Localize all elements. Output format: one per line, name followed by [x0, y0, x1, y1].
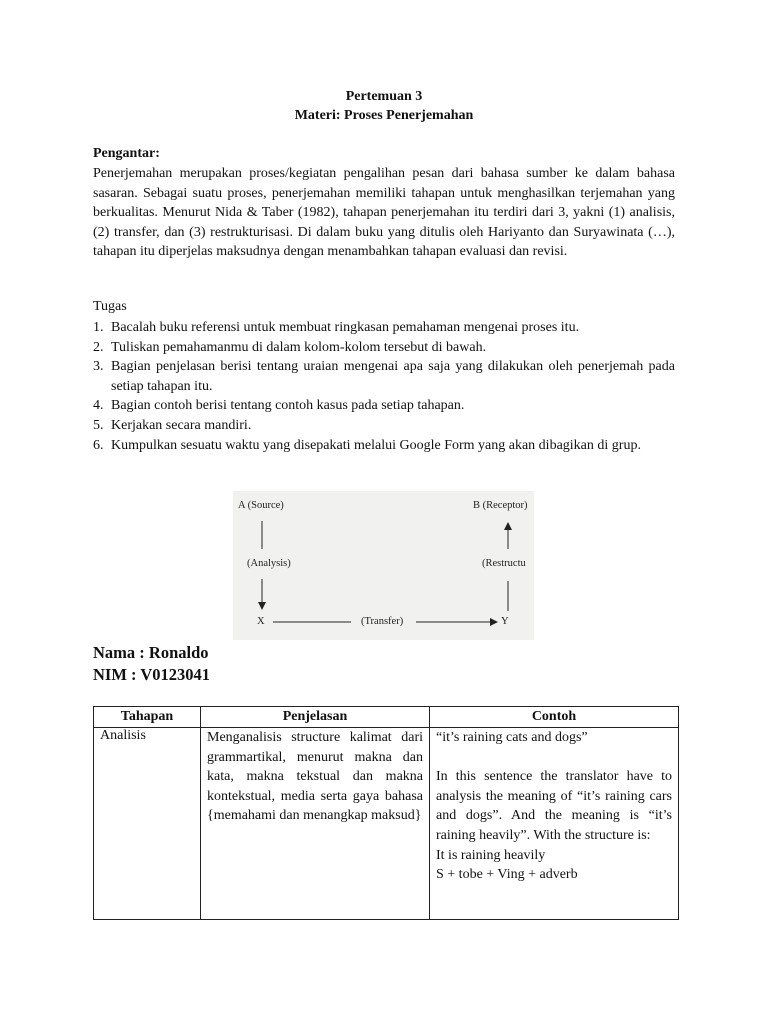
meeting-title: Pertemuan 3	[345, 89, 423, 104]
material-title: Materi: Proses Penerjemahan	[294, 108, 474, 123]
y-label: Y	[501, 616, 509, 627]
example-explanation: In this sentence the translator have to analysis the meaning of “it’s raining cars and dogs”. And the meaning is “it’s raining heavily”. With the structure is:	[436, 769, 672, 843]
task-text: Kumpulkan sesuatu waktu yang disepakati melalui Google Form yang akan dibagikan di grup.	[111, 437, 641, 453]
header-contoh: Contoh	[430, 707, 679, 728]
list-item	[93, 338, 675, 358]
task-text: Kerjakan secara mandiri.	[111, 417, 252, 433]
receptor-label: B (Receptor)	[473, 500, 528, 511]
translation-process-diagram	[233, 491, 534, 640]
list-item	[93, 436, 675, 456]
example-sentence: “it’s raining cats and dogs”	[436, 730, 588, 745]
tasks-heading: Tugas	[93, 299, 127, 314]
task-text: Bagian contoh berisi tentang contoh kasus pada setiap tahapan.	[111, 398, 465, 414]
list-item	[93, 396, 675, 416]
task-number: 1.	[93, 320, 104, 335]
example-meaning: It is raining heavily	[436, 847, 546, 863]
intro-paragraph: Penerjemahan merupakan proses/kegiatan pengalihan pesan dari bahasa sumber ke dalam bahasa sasaran. Sebagai suatu proses, penerjemahan memiliki tahapan untuk menghasilkan terjemahan yang berkualitas. Menurut Nida & Taber (1982), tahapan penerjemahan itu terdiri dari 3, yakni (1) analisis, (2) transfer, dan (3) restrukturisasi. Di dalam buku yang ditulis oleh Hariyanto dan Suryawinata (…), tahapan itu diperjelas maksudnya dengan menambahkan tahapan evaluasi dan revisi.	[93, 166, 675, 260]
task-number: 3.	[93, 359, 104, 375]
task-number: 4.	[93, 398, 104, 414]
analysis-label: (Analysis)	[247, 558, 291, 569]
list-item	[93, 416, 675, 436]
list-item	[93, 357, 675, 396]
task-number: 5.	[93, 417, 104, 433]
cell-tahapan: Analisis	[94, 728, 201, 920]
process-table	[93, 706, 679, 920]
table-header-row	[94, 707, 679, 728]
task-text: Tuliskan pemahamanmu di dalam kolom-kolom tersebut di bawah.	[111, 339, 487, 355]
list-item	[93, 318, 675, 338]
header-penjelasan: Penjelasan	[201, 707, 430, 728]
task-text: Bacalah buku referensi untuk membuat ringkasan pemahaman mengenai proses itu.	[111, 320, 580, 335]
example-structure: S + tobe + Ving + adverb	[436, 867, 578, 883]
x-label: X	[257, 616, 265, 627]
task-text: Bagian penjelasan berisi tentang uraian mengenai apa saja yang dilakukan oleh penerjemah pada setiap tahapan itu.	[111, 359, 675, 394]
student-nim: NIM : V0123041	[93, 665, 211, 684]
task-number: 2.	[93, 339, 104, 355]
intro-heading: Pengantar:	[93, 146, 160, 161]
source-label: A (Source)	[238, 500, 284, 511]
table-row	[94, 728, 679, 920]
header-tahapan: Tahapan	[94, 707, 201, 728]
transfer-label: (Transfer)	[361, 616, 404, 627]
task-list	[93, 318, 675, 455]
cell-penjelasan: Menganalisis structure kalimat dari grammartikal, menurut makna dan kata, makna tekstual dan makna kontekstual, media serta gaya bahasa {memahami dan menangkap maksud}	[201, 728, 430, 920]
cell-contoh	[430, 728, 679, 920]
student-name: Nama : Ronaldo	[93, 643, 209, 662]
restructuring-label: (Restructu	[482, 558, 526, 569]
task-number: 6.	[93, 437, 104, 453]
